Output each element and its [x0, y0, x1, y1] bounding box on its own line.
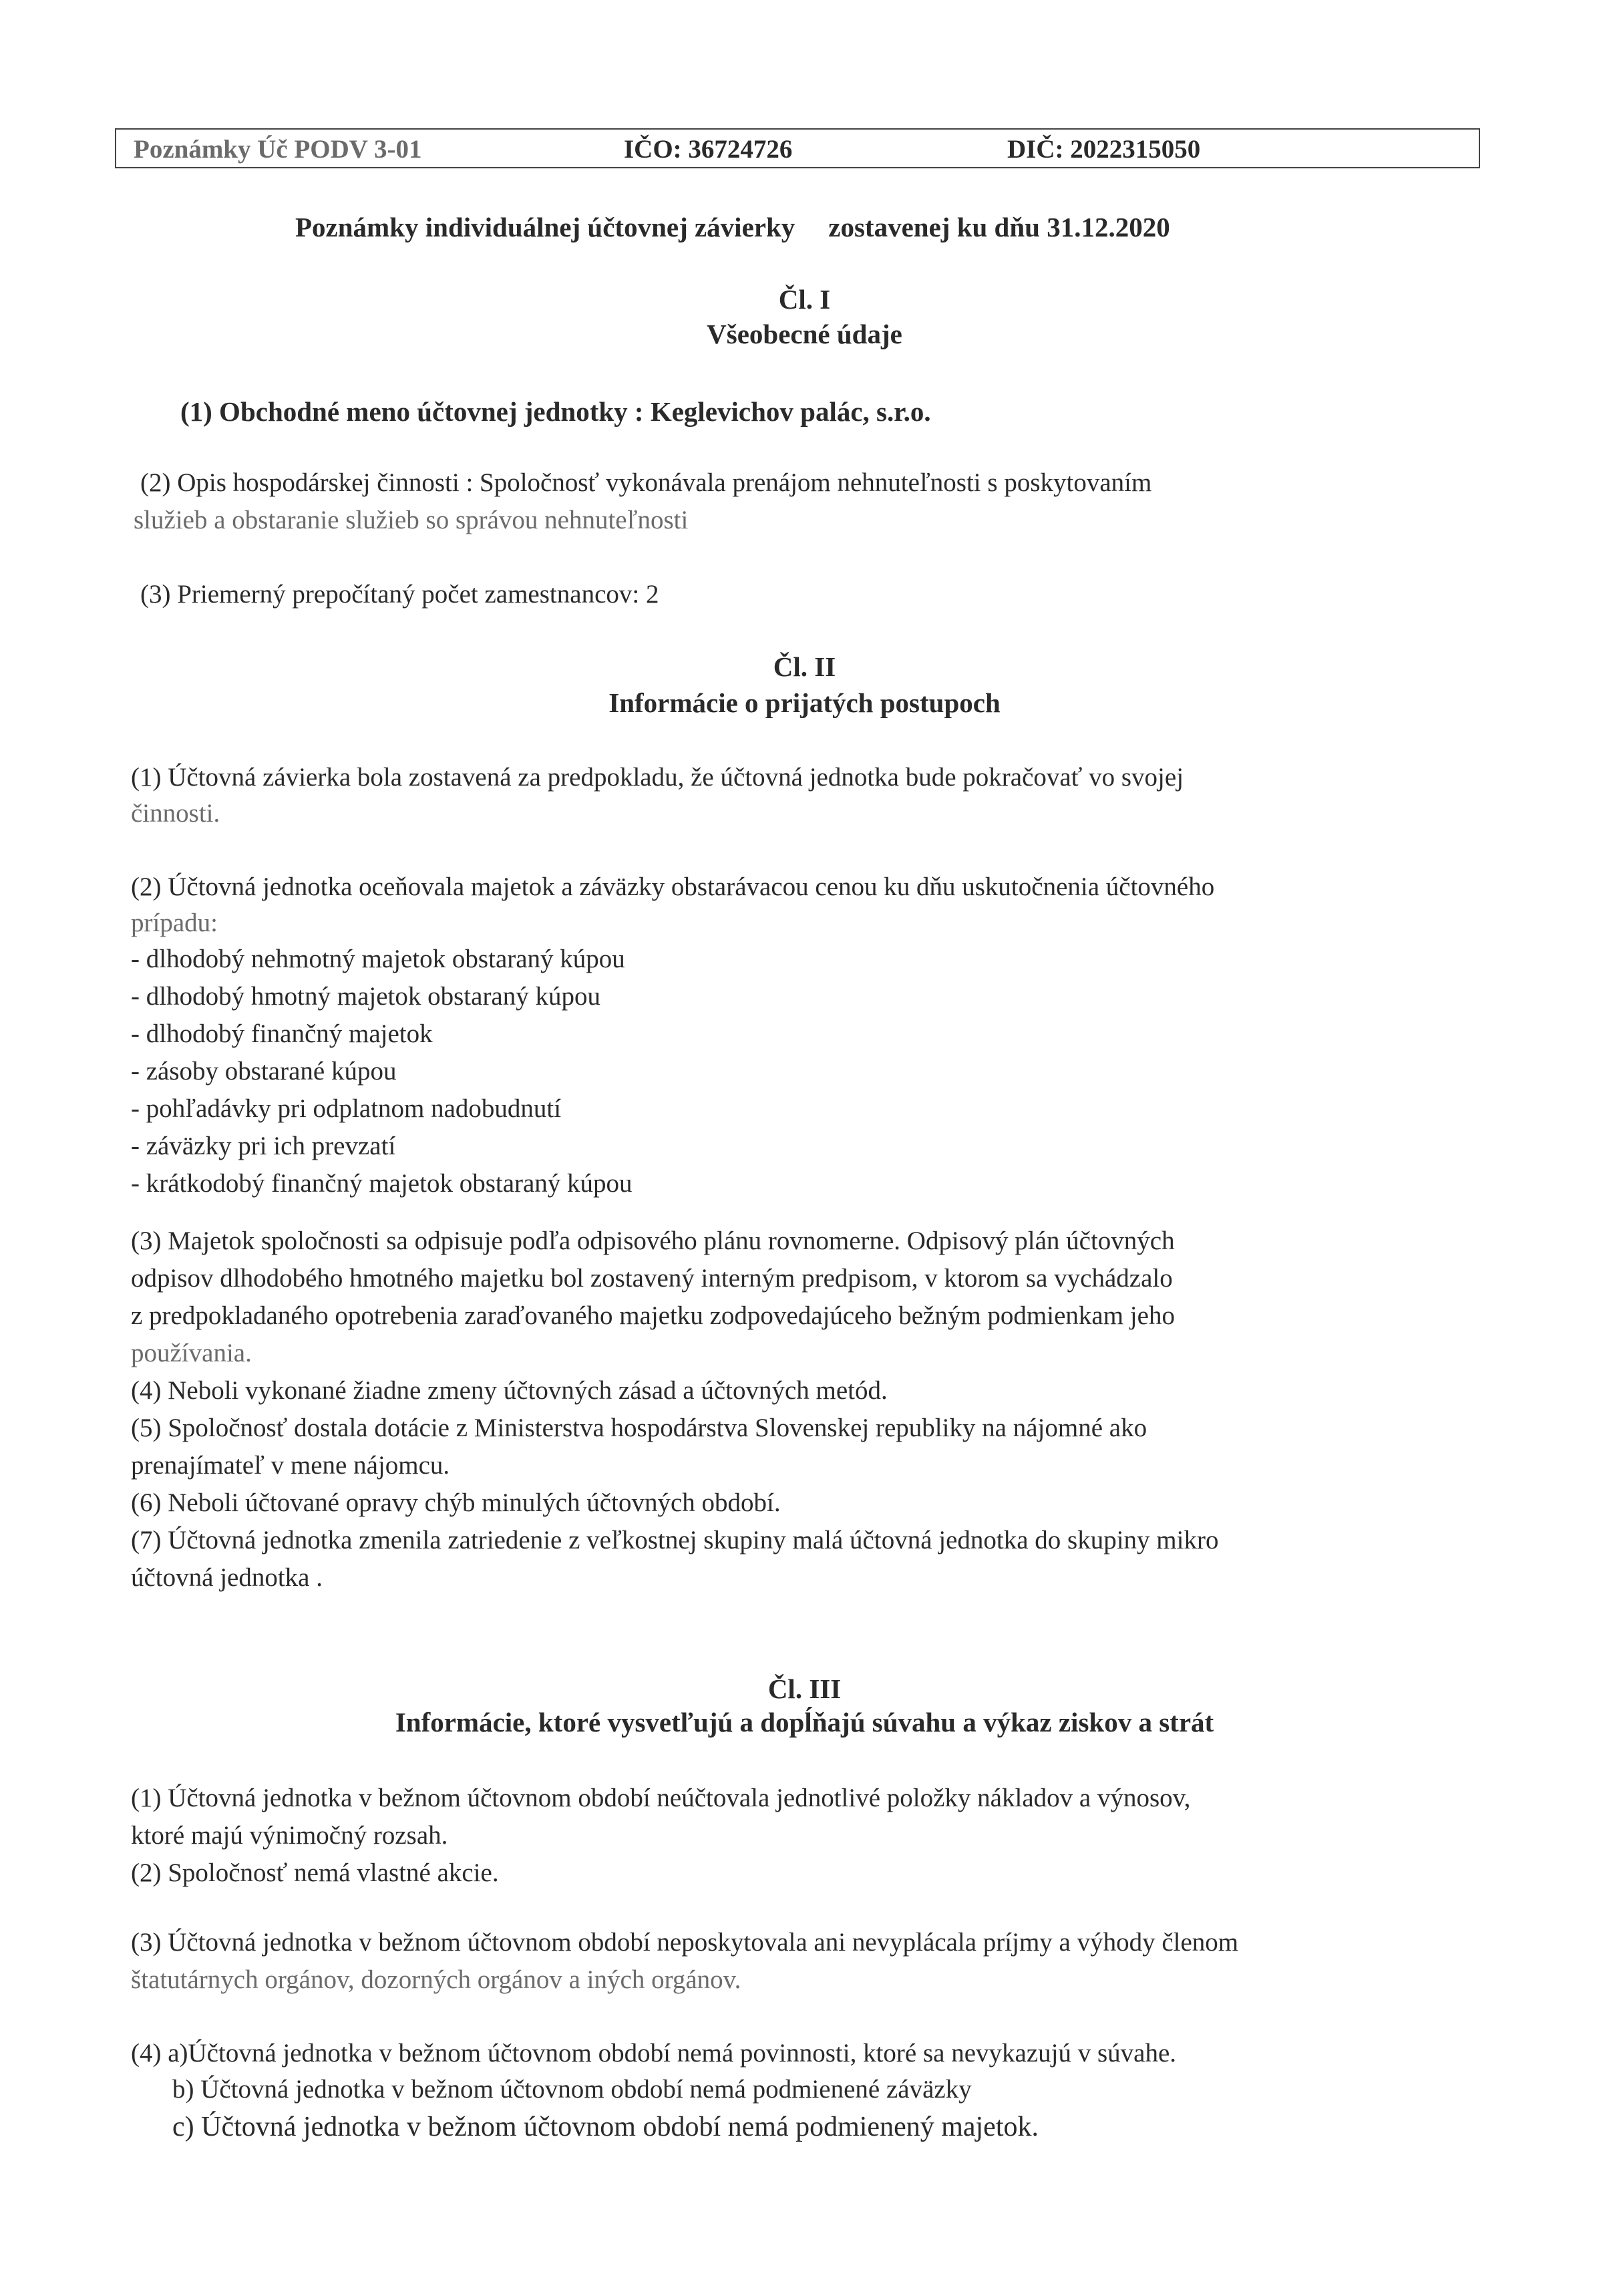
s2-p3-line: z predpokladaného opotrebenia zaraďovaného majetku zodpovedajúceho bežným podmienkam jeho [131, 1301, 1175, 1330]
s2-p3-line: (3) Majetok spoločnosti sa odpisuje podľa odpisového plánu rovnomerne. Odpisový plán účtovných [131, 1226, 1175, 1255]
s2-p3-line: odpisov dlhodobého hmotného majetku bol zostavený interným predpisom, v ktorom sa vychádzalo [131, 1264, 1173, 1293]
s2-paragraph-3 [131, 1222, 1218, 1597]
list-item: - dlhodobý nehmotný majetok obstaraný kúpou [131, 945, 625, 973]
list-item: - dlhodobý hmotný majetok obstaraný kúpou [131, 982, 600, 1011]
list-item: - dlhodobý finančný majetok [131, 1019, 433, 1048]
s2-paragraph-4: (4) Neboli vykonané žiadne zmeny účtovných zásad a účtovných metód. [131, 1376, 888, 1405]
s3-paragraph-2: (2) Spoločnosť nemá vlastné akcie. [131, 1858, 499, 1887]
list-item: - záväzky pri ich prevzatí [131, 1132, 396, 1160]
list-item: - krátkodobý finančný majetok obstaraný kúpou [131, 1169, 633, 1198]
section3-number: Čl. III [767, 1673, 842, 1704]
section2-title: Informácie o prijatých postupoch [608, 687, 1001, 718]
s3-p1-line1: (1) Účtovná jednotka v bežnom účtovnom období neúčtovala jednotlivé položky nákladov a výnosov, [131, 1784, 1191, 1812]
s2-paragraph-7-line1: (7) Účtovná jednotka zmenila zatriedenie z veľkostnej skupiny malá účtovná jednotka do skupiny mikro [131, 1526, 1219, 1554]
s2-p3-line: používania. [131, 1339, 252, 1367]
s3-p3-line1: (3) Účtovná jednotka v bežnom účtovnom období neposkytovala ani nevyplácala príjmy a výhody členom [131, 1928, 1239, 1957]
section1-title: Všeobecné údaje [707, 319, 902, 349]
s2-paragraph-5-line2: prenajímateľ v mene nájomcu. [131, 1451, 450, 1480]
title-part2: zostavenej ku dňu 31.12.2020 [828, 212, 1170, 242]
s3-paragraph-4b: b) Účtovná jednotka v bežnom účtovnom období nemá podmienené záväzky [172, 2075, 972, 2104]
list-item: - zásoby obstarané kúpou [131, 1057, 397, 1086]
section3-title: Informácie, ktoré vysvetľujú a dopĺňajú súvahu a výkaz ziskov a strát [395, 1707, 1214, 1738]
s1-paragraph-2-line1: (2) Opis hospodárskej činnosti : Spoločnosť vykonávala prenájom nehnuteľnosti s poskytovaním [140, 468, 1152, 497]
s3-p1-line2: ktoré majú výnimočný rozsah. [131, 1821, 448, 1850]
s3-p3-line2: štatutárnych orgánov, dozorných orgánov a iných orgánov. [131, 1965, 741, 1994]
s2-paragraph-5-line1: (5) Spoločnosť dostala dotácie z Ministerstva hospodárstva Slovenskej republiky na nájomné ako [131, 1414, 1147, 1442]
section2-number: Čl. II [773, 651, 836, 682]
s1-paragraph-3: (3) Priemerný prepočítaný počet zamestnancov: 2 [140, 580, 659, 609]
dic-number: DIČ: 2022315050 [1007, 135, 1201, 164]
s2-valuation-list [131, 941, 633, 1202]
s2-paragraph-2-line1: (2) Účtovná jednotka oceňovala majetok a záväzky obstarávacou cenou ku dňu uskutočnenia účtovného [131, 872, 1215, 901]
title-part1: Poznámky individuálnej účtovnej závierky [295, 212, 795, 242]
s3-paragraph-4a: (4) a)Účtovná jednotka v bežnom účtovnom období nemá povinnosti, ktoré sa nevykazujú v súvahe. [131, 2039, 1177, 2068]
s2-paragraph-1-line1: (1) Účtovná závierka bola zostavená za predpokladu, že účtovná jednotka bude pokračovať vo svojej [131, 763, 1184, 792]
s1-paragraph-1: (1) Obchodné meno účtovnej jednotky : Keglevichov palác, s.r.o. [180, 396, 931, 427]
s2-paragraph-2-line2: prípadu: [131, 909, 218, 937]
s2-paragraph-1-line2: činnosti. [131, 799, 220, 828]
s3-paragraph-1 [131, 1780, 1190, 1892]
section1-number: Čl. I [778, 284, 831, 315]
s3-paragraph-4c: c) Účtovná jednotka v bežnom účtovnom období nemá podmienený majetok. [172, 2112, 1039, 2142]
s1-paragraph-2-line2: služieb a obstaranie služieb so správou nehnuteľnosti [134, 506, 689, 534]
document-title [295, 207, 1170, 247]
document-code: Poznámky Úč PODV 3-01 [134, 135, 422, 164]
s2-paragraph-6: (6) Neboli účtované opravy chýb minulých účtovných období. [131, 1488, 781, 1517]
s2-paragraph-7-line2: účtovná jednotka . [131, 1563, 323, 1592]
ico-number: IČO: 36724726 [624, 135, 793, 164]
s3-paragraph-3 [131, 1924, 1238, 1999]
list-item: - pohľadávky pri odplatnom nadobudnutí [131, 1094, 562, 1123]
